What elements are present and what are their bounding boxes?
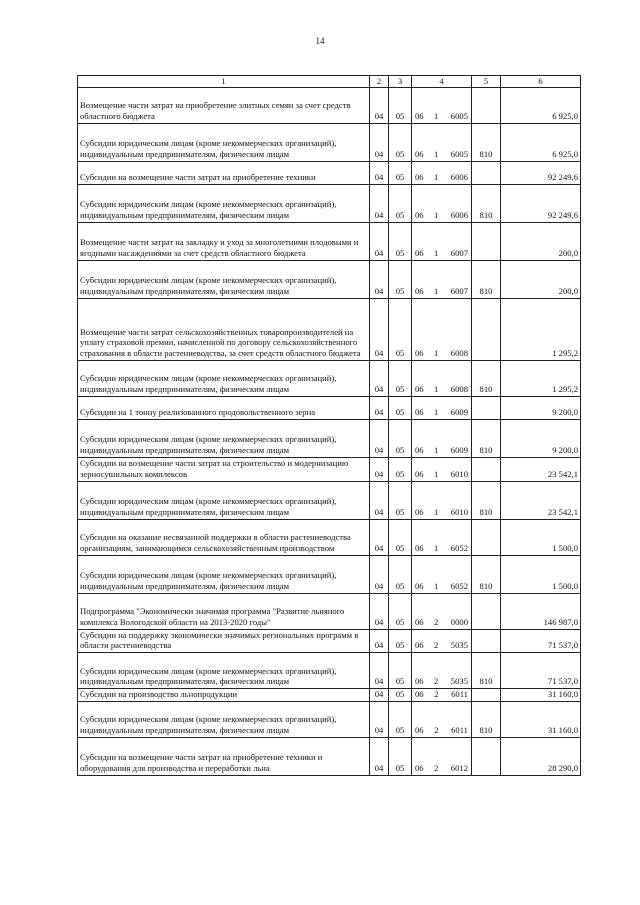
row-name: Субсидии юридическим лицам (кроме некоммерческих организаций), индивидуальным предпринимателям, физическим лицам	[78, 420, 370, 458]
target-article-program: 06	[415, 111, 424, 122]
row-amount: 23 542,1	[501, 481, 581, 519]
target-article-code	[414, 581, 469, 592]
row-expense-type: 810	[472, 420, 501, 458]
row-amount: 92 249,6	[501, 185, 581, 223]
row-expense-type	[472, 458, 501, 482]
target-article-code	[414, 248, 469, 259]
target-article-direction: 6006	[450, 172, 468, 183]
row-target-article	[412, 299, 472, 361]
table-row	[78, 653, 581, 689]
row-target-article	[412, 481, 472, 519]
row-amount: 71 537,0	[501, 653, 581, 689]
row-expense-type	[472, 88, 501, 124]
row-target-article	[412, 689, 472, 702]
target-article-direction: 6010	[450, 468, 468, 479]
table-row	[78, 555, 581, 593]
row-amount: 200,0	[501, 261, 581, 299]
target-article-subprogram: 2	[434, 640, 439, 651]
target-article-direction: 6009	[450, 407, 468, 418]
row-expense-type	[472, 299, 501, 361]
row-target-article	[412, 185, 472, 223]
target-article-code	[414, 676, 469, 687]
target-article-direction: 6005	[450, 111, 468, 122]
column-header: 4	[412, 76, 472, 88]
target-article-code	[414, 617, 469, 628]
row-amount: 200,0	[501, 223, 581, 261]
row-expense-type: 810	[472, 653, 501, 689]
target-article-direction: 6008	[450, 384, 468, 395]
target-article-program: 06	[415, 763, 424, 774]
row-subsection-code: 05	[389, 593, 412, 629]
row-amount: 31 160,0	[501, 701, 581, 737]
column-header: 5	[472, 76, 501, 88]
table-row	[78, 737, 581, 775]
column-number-row	[78, 76, 581, 88]
row-expense-type: 810	[472, 555, 501, 593]
target-article-subprogram: 1	[434, 384, 439, 395]
row-amount: 28 290,0	[501, 737, 581, 775]
target-article-program: 06	[415, 384, 424, 395]
table-row	[78, 124, 581, 162]
row-expense-type: 810	[472, 261, 501, 299]
target-article-subprogram: 2	[434, 725, 439, 736]
row-subsection-code: 05	[389, 701, 412, 737]
target-article-subprogram: 1	[434, 210, 439, 221]
row-target-article	[412, 737, 472, 775]
row-section-code: 04	[370, 124, 389, 162]
target-article-direction: 6007	[450, 248, 468, 259]
target-article-program: 06	[415, 542, 424, 553]
row-target-article	[412, 629, 472, 653]
row-target-article	[412, 519, 472, 555]
row-name: Субсидии на оказание несвязанной поддержки в области растениеводства организациям, занимающимся сельскохозяйственным производством	[78, 519, 370, 555]
target-article-code	[414, 111, 469, 122]
row-expense-type	[472, 737, 501, 775]
target-article-direction: 6052	[450, 580, 468, 591]
row-target-article	[412, 593, 472, 629]
row-expense-type	[472, 519, 501, 555]
target-article-subprogram: 1	[434, 149, 439, 160]
table-row	[78, 629, 581, 653]
row-expense-type: 810	[472, 124, 501, 162]
row-name: Субсидии юридическим лицам (кроме некоммерческих организаций), индивидуальным предпринимателям, физическим лицам	[78, 124, 370, 162]
row-section-code: 04	[370, 653, 389, 689]
target-article-program: 06	[415, 149, 424, 160]
target-article-subprogram: 1	[434, 172, 439, 183]
target-article-program: 06	[415, 468, 424, 479]
row-subsection-code: 05	[389, 361, 412, 397]
table-row	[78, 701, 581, 737]
row-name: Субсидии юридическим лицам (кроме некоммерческих организаций), индивидуальным предпринимателям, физическим лицам	[78, 653, 370, 689]
table-row	[78, 185, 581, 223]
row-target-article	[412, 555, 472, 593]
row-subsection-code: 05	[389, 458, 412, 482]
target-article-subprogram: 2	[434, 689, 439, 700]
row-section-code: 04	[370, 593, 389, 629]
row-amount: 23 542,1	[501, 458, 581, 482]
row-subsection-code: 05	[389, 519, 412, 555]
target-article-subprogram: 2	[434, 763, 439, 774]
target-article-subprogram: 1	[434, 248, 439, 259]
target-article-code	[414, 725, 469, 736]
row-subsection-code: 05	[389, 689, 412, 702]
row-expense-type: 810	[472, 701, 501, 737]
target-article-direction: 0000	[450, 616, 468, 627]
row-subsection-code: 05	[389, 261, 412, 299]
row-section-code: 04	[370, 162, 389, 185]
row-expense-type	[472, 689, 501, 702]
row-name: Возмещение части затрат на приобретение элитных семян за счет средств областного бюджета	[78, 88, 370, 124]
table-row	[78, 689, 581, 702]
target-article-program: 06	[415, 348, 424, 359]
target-article-code	[414, 407, 469, 418]
row-section-code: 04	[370, 361, 389, 397]
row-name: Субсидии юридическим лицам (кроме некоммерческих организаций), индивидуальным предпринимателям, физическим лицам	[78, 481, 370, 519]
table-row	[78, 481, 581, 519]
row-subsection-code: 05	[389, 555, 412, 593]
row-target-article	[412, 162, 472, 185]
row-subsection-code: 05	[389, 162, 412, 185]
table-row	[78, 593, 581, 629]
target-article-code	[414, 469, 469, 480]
target-article-program: 06	[415, 506, 424, 517]
target-article-direction: 6009	[450, 445, 468, 456]
row-target-article	[412, 701, 472, 737]
row-name: Возмещение части затрат сельскохозяйственных товаропроизводителей на уплату страховой премии, начисленной по договору сельскохозяйственного страхования в области растениеводства, за счет средств областного бюджета	[78, 299, 370, 361]
table-row	[78, 299, 581, 361]
target-article-code	[414, 543, 469, 554]
row-section-code: 04	[370, 629, 389, 653]
target-article-direction: 6012	[450, 763, 468, 774]
row-section-code: 04	[370, 481, 389, 519]
row-amount: 146 987,0	[501, 593, 581, 629]
target-article-code	[414, 172, 469, 183]
budget-table	[77, 75, 581, 776]
row-section-code: 04	[370, 185, 389, 223]
target-article-direction: 5035	[450, 640, 468, 651]
row-expense-type	[472, 629, 501, 653]
row-section-code: 04	[370, 420, 389, 458]
target-article-direction: 6010	[450, 506, 468, 517]
column-header: 2	[370, 76, 389, 88]
target-article-direction: 6006	[450, 210, 468, 221]
row-expense-type	[472, 162, 501, 185]
row-amount: 92 249,6	[501, 162, 581, 185]
row-section-code: 04	[370, 397, 389, 420]
table-row	[78, 361, 581, 397]
row-expense-type: 810	[472, 481, 501, 519]
row-name: Субсидии юридическим лицам (кроме некоммерческих организаций), индивидуальным предпринимателям, физическим лицам	[78, 261, 370, 299]
row-target-article	[412, 223, 472, 261]
row-name: Субсидии на поддержку экономически значимых региональных программ в области растениеводства	[78, 629, 370, 653]
target-article-subprogram: 2	[434, 676, 439, 687]
row-target-article	[412, 653, 472, 689]
target-article-program: 06	[415, 248, 424, 259]
row-subsection-code: 05	[389, 88, 412, 124]
row-name: Подпрограмма "Экономически значимая программа "Развитие льняного комплекса Вологодской области на 2013-2020 годы"	[78, 593, 370, 629]
target-article-program: 06	[415, 725, 424, 736]
row-target-article	[412, 420, 472, 458]
target-article-subprogram: 1	[434, 286, 439, 297]
row-amount: 1 500,0	[501, 519, 581, 555]
target-article-code	[414, 640, 469, 651]
table-row	[78, 458, 581, 482]
target-article-program: 06	[415, 286, 424, 297]
target-article-code	[414, 763, 469, 774]
row-name: Субсидии на возмещение части затрат на приобретение техники и оборудования для производства и переработки льна	[78, 737, 370, 775]
row-amount: 9 200,0	[501, 397, 581, 420]
target-article-subprogram: 1	[434, 580, 439, 591]
target-article-code	[414, 689, 469, 700]
row-section-code: 04	[370, 689, 389, 702]
target-article-program: 06	[415, 640, 424, 651]
target-article-program: 06	[415, 445, 424, 456]
row-subsection-code: 05	[389, 223, 412, 261]
row-expense-type	[472, 223, 501, 261]
target-article-subprogram: 1	[434, 542, 439, 553]
row-target-article	[412, 124, 472, 162]
row-name: Субсидии юридическим лицам (кроме некоммерческих организаций), индивидуальным предпринимателям, физическим лицам	[78, 555, 370, 593]
row-section-code: 04	[370, 223, 389, 261]
row-subsection-code: 05	[389, 124, 412, 162]
row-subsection-code: 05	[389, 653, 412, 689]
target-article-subprogram: 1	[434, 407, 439, 418]
row-subsection-code: 05	[389, 737, 412, 775]
row-amount: 1 500,0	[501, 555, 581, 593]
target-article-subprogram: 2	[434, 616, 439, 627]
row-section-code: 04	[370, 701, 389, 737]
table-row	[78, 88, 581, 124]
target-article-code	[414, 210, 469, 221]
row-amount: 6 925,0	[501, 88, 581, 124]
row-expense-type	[472, 593, 501, 629]
table-row	[78, 397, 581, 420]
target-article-subprogram: 1	[434, 111, 439, 122]
target-article-code	[414, 348, 469, 359]
row-name: Субсидии юридическим лицам (кроме некоммерческих организаций), индивидуальным предпринимателям, физическим лицам	[78, 701, 370, 737]
row-expense-type: 810	[472, 361, 501, 397]
row-subsection-code: 05	[389, 481, 412, 519]
target-article-subprogram: 1	[434, 468, 439, 479]
target-article-program: 06	[415, 580, 424, 591]
row-name: Субсидии юридическим лицам (кроме некоммерческих организаций), индивидуальным предпринимателям, физическим лицам	[78, 185, 370, 223]
row-name: Субсидии на возмещение части затрат на приобретение техники	[78, 162, 370, 185]
row-name: Возмещение части затрат на закладку и уход за многолетними плодовыми и ягодными насаждениями за счет средств областного бюджета	[78, 223, 370, 261]
target-article-code	[414, 286, 469, 297]
row-section-code: 04	[370, 519, 389, 555]
target-article-subprogram: 1	[434, 506, 439, 517]
target-article-program: 06	[415, 676, 424, 687]
row-name: Субсидии юридическим лицам (кроме некоммерческих организаций), индивидуальным предпринимателям, физическим лицам	[78, 361, 370, 397]
row-name: Субсидии на возмещение части затрат на строительство и модернизацию зерносушильных комплексов	[78, 458, 370, 482]
row-subsection-code: 05	[389, 185, 412, 223]
row-name: Субсидии на 1 тонну реализованного продовольственного зерна	[78, 397, 370, 420]
row-target-article	[412, 361, 472, 397]
row-amount: 31 160,0	[501, 689, 581, 702]
column-header: 6	[501, 76, 581, 88]
target-article-direction: 6005	[450, 149, 468, 160]
target-article-direction: 5035	[450, 676, 468, 687]
target-article-code	[414, 445, 469, 456]
target-article-code	[414, 507, 469, 518]
row-name: Субсидии на производство льнопродукции	[78, 689, 370, 702]
table-row	[78, 223, 581, 261]
target-article-direction: 6007	[450, 286, 468, 297]
row-target-article	[412, 397, 472, 420]
target-article-direction: 6052	[450, 542, 468, 553]
row-expense-type	[472, 397, 501, 420]
target-article-program: 06	[415, 172, 424, 183]
target-article-program: 06	[415, 210, 424, 221]
row-section-code: 04	[370, 737, 389, 775]
page-number: 14	[315, 36, 325, 46]
row-section-code: 04	[370, 299, 389, 361]
column-header: 1	[78, 76, 370, 88]
table-row	[78, 261, 581, 299]
row-subsection-code: 05	[389, 299, 412, 361]
target-article-code	[414, 149, 469, 160]
target-article-program: 06	[415, 689, 424, 700]
row-target-article	[412, 261, 472, 299]
target-article-direction: 6008	[450, 348, 468, 359]
row-expense-type: 810	[472, 185, 501, 223]
target-article-program: 06	[415, 407, 424, 418]
row-amount: 6 925,0	[501, 124, 581, 162]
target-article-program: 06	[415, 616, 424, 627]
table-row	[78, 162, 581, 185]
table-row	[78, 519, 581, 555]
row-section-code: 04	[370, 555, 389, 593]
target-article-subprogram: 1	[434, 445, 439, 456]
row-subsection-code: 05	[389, 629, 412, 653]
row-amount: 71 537,0	[501, 629, 581, 653]
row-subsection-code: 05	[389, 420, 412, 458]
row-amount: 9 200,0	[501, 420, 581, 458]
table-row	[78, 420, 581, 458]
target-article-code	[414, 384, 469, 395]
row-section-code: 04	[370, 88, 389, 124]
row-section-code: 04	[370, 458, 389, 482]
row-amount: 1 295,2	[501, 361, 581, 397]
row-target-article	[412, 88, 472, 124]
row-section-code: 04	[370, 261, 389, 299]
target-article-direction: 6011	[451, 689, 468, 700]
row-subsection-code: 05	[389, 397, 412, 420]
row-target-article	[412, 458, 472, 482]
column-header: 3	[389, 76, 412, 88]
row-amount: 1 295,2	[501, 299, 581, 361]
target-article-subprogram: 1	[434, 348, 439, 359]
target-article-direction: 6011	[451, 725, 468, 736]
